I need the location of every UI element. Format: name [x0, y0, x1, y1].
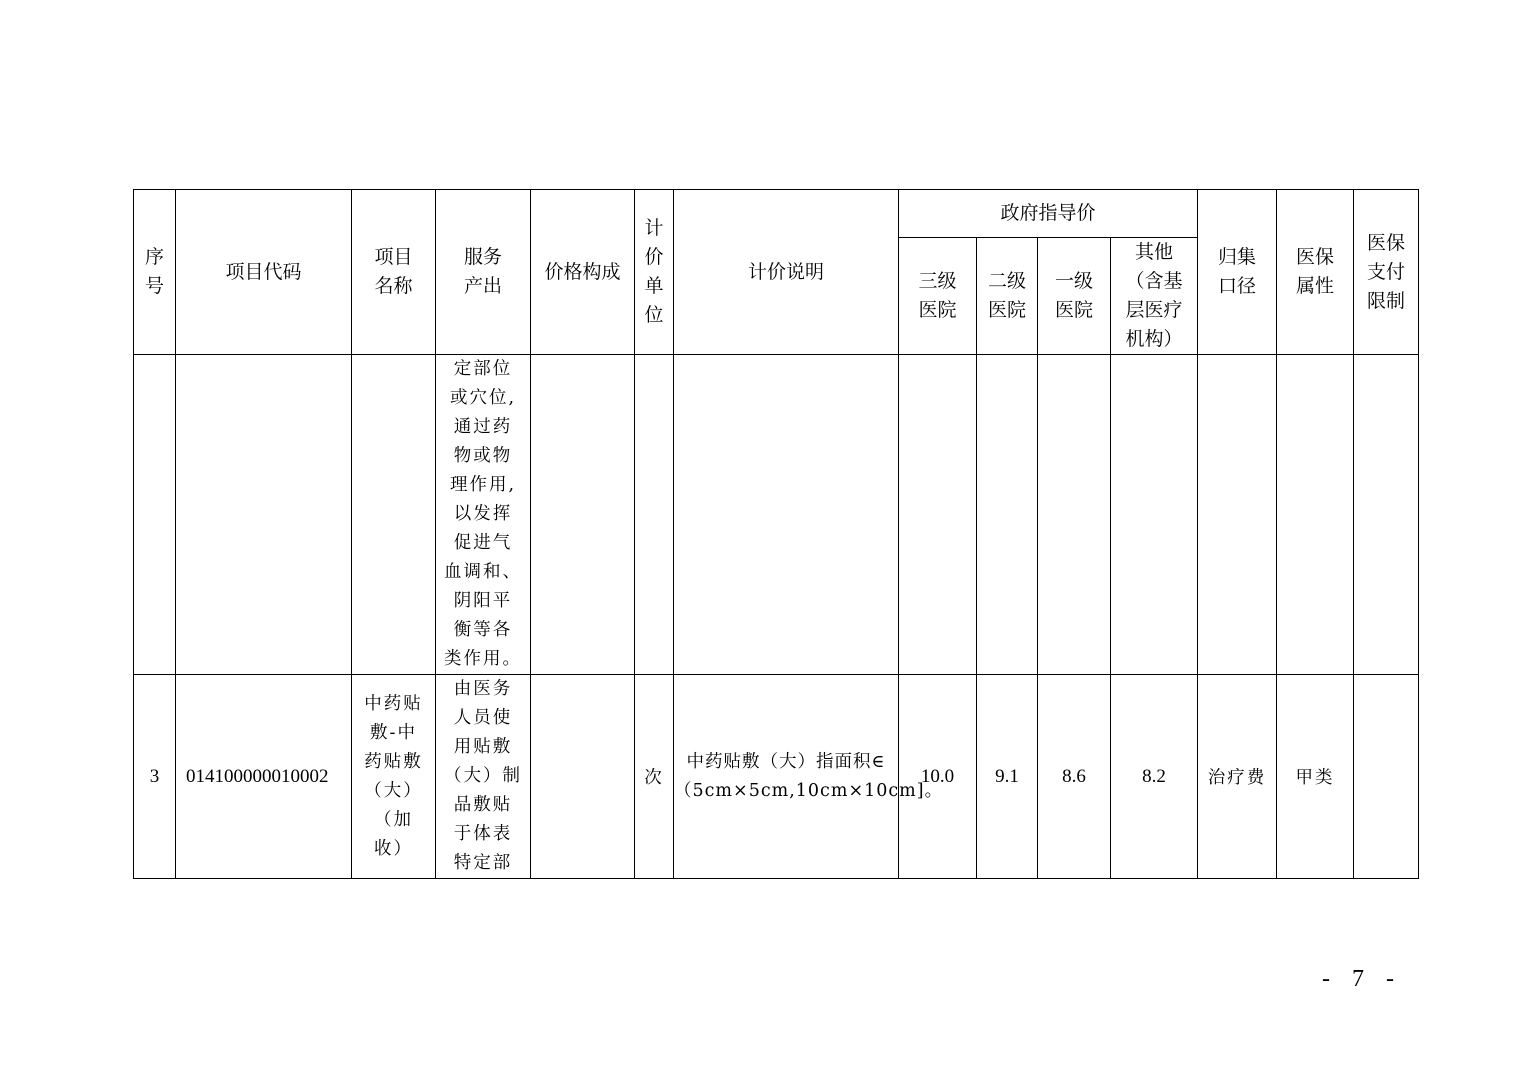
- cell-composition: [531, 675, 635, 879]
- header-code: 项目代码: [176, 190, 352, 355]
- cell-insurance-limit: [1354, 355, 1419, 675]
- cell-tier1: [1038, 355, 1111, 675]
- header-insurance-attr: 医保 属性: [1277, 190, 1354, 355]
- header-insurance-limit: 医保 支付 限制: [1354, 190, 1419, 355]
- header-composition: 价格构成: [531, 190, 635, 355]
- page-number: - 7 -: [1322, 966, 1402, 992]
- cell-tier3: [899, 355, 977, 675]
- cell-tier2: [977, 355, 1038, 675]
- price-table: [133, 189, 1419, 879]
- cell-code: 014100000010002: [176, 675, 352, 879]
- header-tier2: 二级 医院: [977, 238, 1038, 355]
- header-seq: 序 号: [134, 190, 176, 355]
- header-tier1: 一级 医院: [1038, 238, 1111, 355]
- cell-insurance-attr: [1277, 355, 1354, 675]
- cell-insurance-attr: 甲类: [1277, 675, 1354, 879]
- cell-seq: [134, 355, 176, 675]
- cell-other: [1111, 355, 1198, 675]
- cell-note: [674, 355, 899, 675]
- header-name: 项目 名称: [352, 190, 436, 355]
- header-gov-price: 政府指导价: [899, 190, 1198, 238]
- cell-composition: [531, 355, 635, 675]
- cell-category: 治疗费: [1198, 675, 1277, 879]
- cell-seq: 3: [134, 675, 176, 879]
- header-category: 归集 口径: [1198, 190, 1277, 355]
- table-row: [134, 675, 1419, 879]
- cell-unit: [635, 355, 674, 675]
- cell-unit: 次: [635, 675, 674, 879]
- table-row: [134, 355, 1419, 675]
- cell-output: 由医务 人员使 用贴敷 （大）制 品敷贴 于体表 特定部: [436, 675, 531, 879]
- header-note: 计价说明: [674, 190, 899, 355]
- header-other: 其他 （含基 层医疗 机构）: [1111, 238, 1198, 355]
- header-output: 服务 产出: [436, 190, 531, 355]
- cell-other: 8.2: [1111, 675, 1198, 879]
- cell-category: [1198, 355, 1277, 675]
- cell-note: 中药贴敷（大）指面积∈（5cm×5cm,10cm×10cm]。: [674, 675, 899, 879]
- cell-insurance-limit: [1354, 675, 1419, 879]
- cell-name: 中药贴 敷-中 药贴敷 （大） （加 收）: [352, 675, 436, 879]
- cell-tier2: 9.1: [977, 675, 1038, 879]
- cell-name: [352, 355, 436, 675]
- cell-tier3: 10.0: [899, 675, 977, 879]
- cell-code: [176, 355, 352, 675]
- header-unit: 计 价 单 位: [635, 190, 674, 355]
- header-tier3: 三级 医院: [899, 238, 977, 355]
- cell-tier1: 8.6: [1038, 675, 1111, 879]
- cell-output: 定部位 或穴位, 通过药 物或物 理作用, 以发挥 促进气 血调和、 阴阳平 衡等各 类作用。: [436, 355, 531, 675]
